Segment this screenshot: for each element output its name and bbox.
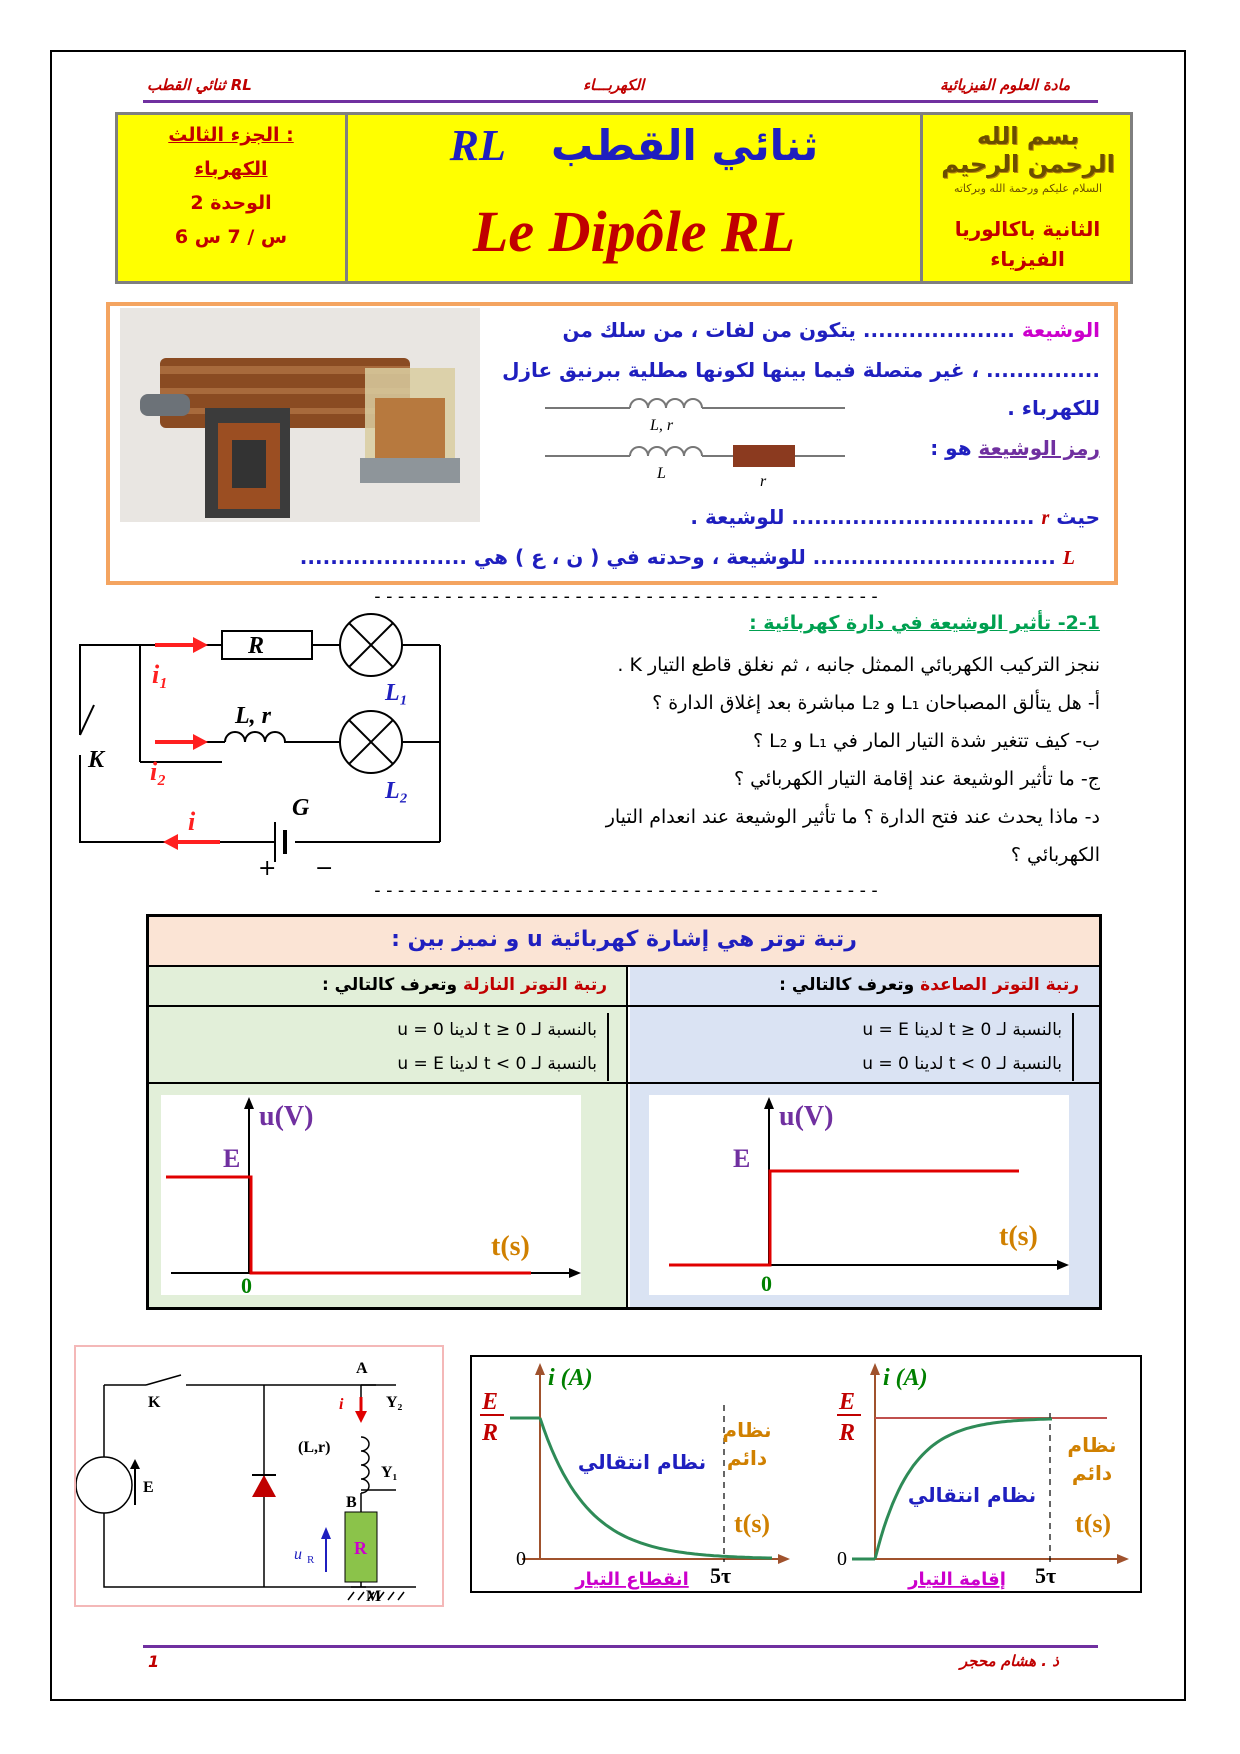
circuit-G-label: G (292, 795, 310, 821)
rise-E-num: E (839, 1389, 856, 1415)
falling-header-a: رتبة التوتر النازلة (462, 975, 607, 995)
hours-label: 6 س / 7 س (174, 226, 288, 248)
page-number: 1 (148, 1652, 160, 1671)
falling-step-graph (161, 1095, 581, 1295)
circuit-R-label: R (248, 633, 265, 659)
section-title: 2-1- تأثير الوشيعة في دارة كهربائية : (749, 612, 1100, 634)
separator-2: ------------------------------------------- (372, 880, 881, 901)
rise-steady-a: نظام (1067, 1433, 1117, 1457)
rise-R-den: R (839, 1420, 856, 1446)
rl-E-label: E (143, 1479, 154, 1496)
falling-axis-t: t(s) (491, 1231, 530, 1262)
title-left-block (118, 118, 344, 254)
rise-steady-b: دائم (1071, 1461, 1113, 1485)
header-right: مادة العلوم الفيزيائية (940, 76, 1071, 94)
question-b: ب- كيف تتغير شدة التيار المار في L₁ و L₂ ؟ (753, 730, 1100, 752)
L-symbol: L (1062, 547, 1075, 569)
title-divider-left (345, 112, 348, 284)
decay-transient-label: نظام انتقالي (577, 1450, 707, 1474)
rl-node-M: M (366, 1588, 382, 1605)
decay-steady-b: دائم (726, 1446, 768, 1470)
rl-Y1: Y₁ (381, 1464, 398, 1481)
basmala-text: بسم الله الرحمن الرحيم (941, 122, 1115, 178)
rising-header (631, 975, 1091, 995)
rising-def-row1: بالنسبة لـ t ≥ 0 لدينا u = E (862, 1020, 1062, 1040)
rising-header-a: رتبة التوتر الصاعدة (920, 975, 1079, 995)
coil-symbols (545, 390, 845, 490)
rising-zero-label: 0 (761, 1271, 772, 1295)
where-label: حيث (1056, 505, 1100, 529)
rising-axis-t: t(s) (999, 1221, 1038, 1252)
coil-line-1 (563, 318, 1100, 342)
decay-E-num: E (482, 1389, 499, 1415)
circuit-K-label: K (88, 747, 105, 773)
basmala-calligraphy (930, 122, 1126, 200)
circuit-plus-label: + (258, 856, 277, 875)
header-center: الكهربـــاء (583, 76, 645, 94)
circuit-minus-label: − (315, 856, 334, 875)
symbol-label: رمز الوشيعة (978, 436, 1100, 460)
symbol-rest: هو : (930, 436, 972, 460)
decay-R-den: R (482, 1420, 499, 1446)
rising-axis-u: u(V) (779, 1101, 834, 1132)
falling-zero-label: 0 (241, 1273, 252, 1295)
rising-def-row2: بالنسبة لـ t < 0 لدينا u = 0 (862, 1054, 1062, 1074)
rl-node-A: A (356, 1360, 368, 1377)
rise-caption: إقامة التيار (908, 1569, 1006, 1590)
rising-step-graph (649, 1095, 1069, 1295)
sym1-label: L, r (650, 417, 674, 434)
question-c: ج- ما تأثير الوشيعة عند إقامة التيار الكهربائي ؟ (733, 768, 1100, 790)
rl-uR-label: u (294, 1546, 302, 1563)
author-name: ذ . هشام محجر (960, 1652, 1059, 1670)
question-d-cont: الكهربائي ؟ (1010, 844, 1100, 866)
rise-transient-label: نظام انتقالي (907, 1483, 1037, 1507)
title-divider-right (920, 112, 923, 284)
rise-axis-t: t(s) (1075, 1509, 1112, 1538)
rise-zero: 0 (837, 1548, 847, 1570)
unit-label: الوحدة 2 (190, 192, 272, 214)
rise-axis-i: i (A) (883, 1365, 928, 1391)
sym2-r: r (760, 473, 767, 490)
falling-axis-u: u(V) (259, 1101, 314, 1132)
basmala-subtext: السلام عليكم ورحمة الله وبركاته (953, 182, 1103, 195)
part-label: الجزء الثالث : (168, 124, 294, 146)
circuit-i-label: i (188, 807, 196, 836)
rl-diode-icon (252, 1475, 276, 1497)
coil-r-line (690, 505, 1100, 530)
rise-5tau: 5τ (1035, 1563, 1057, 1588)
rl-Lr-label: (L,r) (298, 1439, 331, 1456)
decay-steady-a: نظام (722, 1418, 772, 1442)
inductor-symbol-2 (630, 447, 702, 456)
falling-def-row2: بالنسبة لـ t < 0 لدينا u = E (397, 1054, 597, 1074)
falling-def-row1: بالنسبة لـ t ≥ 0 لدينا u = 0 (397, 1020, 597, 1040)
rising-E-label: E (733, 1144, 751, 1173)
circuit-resistor (222, 631, 312, 659)
coil-L-line (300, 545, 1075, 570)
coil-line-1-rest: .................... يتكون من لفات ، من سلك من (562, 318, 1015, 342)
circuit-inductor (225, 732, 285, 742)
title-arabic: ثنائي القطب (550, 121, 819, 170)
level-label: الثانية باكالوريا (954, 217, 1101, 241)
separator-1: ------------------------------------------- (372, 586, 881, 607)
title-french: Le Dipôle RL (472, 199, 796, 264)
L-rest: ................................ للوشيعة ، وحدته في ( ن ، ع ) هي ...................... (299, 545, 1056, 569)
circuit-lamps (60, 605, 500, 875)
coil-symbol-line (930, 436, 1100, 460)
header-left: ثنائي القطب RL (147, 76, 252, 94)
section-p1: ننجز التركيب الكهربائي الممثل جانبه ، ثم نغلق قاطع التيار K . (617, 654, 1100, 676)
question-a: أ- هل يتألق المصباحان L₁ و L₂ مباشرة بعد إغلاق الدارة ؟ (652, 692, 1100, 714)
coil-line-3: للكهرباء . (1007, 396, 1100, 420)
track-label: الفيزياء (990, 247, 1065, 271)
level-block (925, 214, 1130, 274)
rl-generator-icon (76, 1457, 132, 1513)
current-decay-graph (472, 1357, 807, 1591)
circuit-i1-label: i₁ (152, 660, 169, 689)
where-rest: ................................ للوشيعة . (690, 505, 1035, 529)
rl-R-label: R (354, 1538, 367, 1558)
decay-axis-i: i (A) (548, 1365, 593, 1391)
table-rule-2 (149, 1082, 1099, 1084)
title-rl: RL (449, 121, 506, 170)
rl-circuit-diagram (76, 1347, 442, 1605)
coil-term-label: الوشيعة (1021, 318, 1100, 342)
r-symbol: r (1041, 507, 1050, 529)
sym2-L: L (657, 465, 666, 482)
rl-inductor-icon (361, 1437, 369, 1493)
falling-E-label: E (223, 1144, 241, 1173)
falling-header-b: وتعرف كالتالي : (321, 975, 458, 995)
circuit-L2-label: L₂ (385, 778, 409, 804)
circuit-Lr-label: L, r (235, 703, 271, 729)
rising-header-b: وتعرف كالتالي : (779, 975, 915, 995)
table-title: رتبة توتر هي إشارة كهربائية u و نميز بين : (391, 927, 857, 952)
rl-node-B: B (346, 1494, 357, 1511)
coil-line-2: ............... ، غير متصلة فيما بينها لكونها مطلية ببرنيق عازل (502, 358, 1100, 382)
question-d: د- ماذا يحدث عند فتح الدارة ؟ ما تأثير الوشيعة عند انعدام التيار (605, 806, 1100, 828)
falling-definition (239, 1013, 609, 1081)
rl-current-i: i (339, 1396, 344, 1413)
title-ar-row (350, 120, 918, 180)
table-title-row (149, 917, 1099, 967)
coil-photo (120, 308, 480, 522)
resistor-symbol (733, 445, 795, 467)
footer-rule (143, 1645, 1098, 1648)
falling-header (149, 975, 619, 995)
subject-label: الكهرباء (194, 158, 268, 180)
decay-caption: انقطاع التيار (575, 1569, 689, 1590)
rising-definition (704, 1013, 1074, 1081)
decay-zero: 0 (516, 1548, 526, 1570)
inductor-symbol-1 (630, 399, 702, 408)
rl-uR-sub: R (307, 1554, 315, 1566)
current-rise-graph (807, 1357, 1140, 1591)
rl-Y2: Y₂ (386, 1394, 403, 1411)
header-rule (143, 100, 1098, 103)
table-rule-1 (149, 1005, 1099, 1007)
decay-5tau: 5τ (710, 1563, 732, 1588)
circuit-i2-label: i₂ (150, 757, 167, 786)
decay-axis-t: t(s) (734, 1509, 771, 1538)
rl-switch-K: K (148, 1394, 161, 1411)
step-voltage-table (146, 914, 1102, 1310)
circuit-L1-label: L₁ (385, 680, 409, 706)
